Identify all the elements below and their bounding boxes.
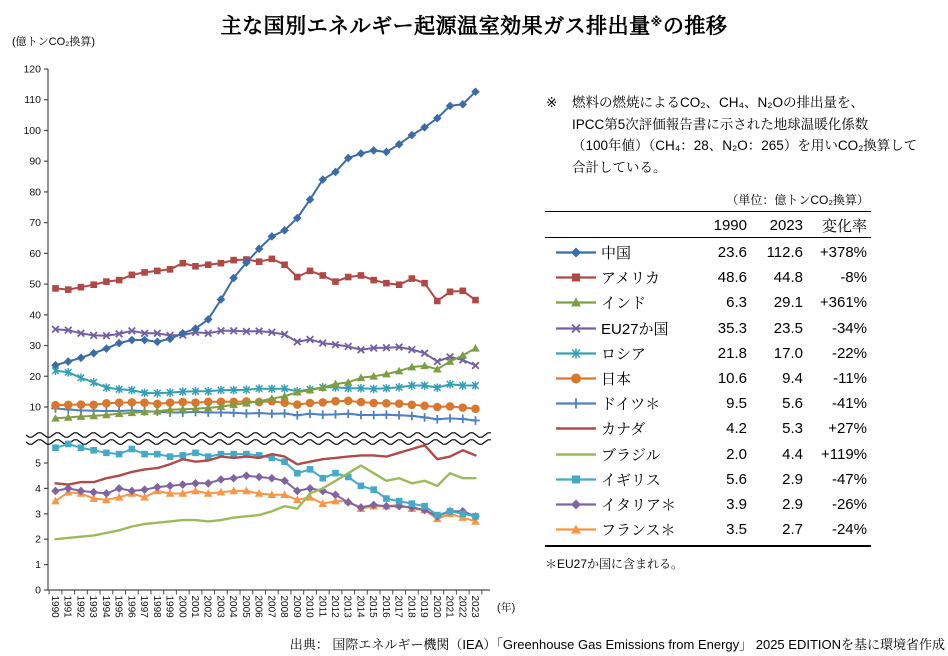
table-row bbox=[545, 416, 871, 441]
country-name: カナダ bbox=[601, 421, 646, 439]
source-attribution: 出典： 国際エネルギー機関（IEA）「Greenhouse Gas Emissions from Energy」 2025 EDITIONを基に環境省作成 bbox=[289, 637, 945, 652]
svg-text:0: 0 bbox=[35, 584, 41, 597]
legend-marker-usa bbox=[545, 270, 601, 285]
x-tick-label: 2021 bbox=[443, 595, 455, 618]
value-1990: 9.5 bbox=[726, 395, 747, 413]
legend-marker-japan bbox=[545, 371, 601, 386]
change-rate: -8% bbox=[840, 269, 867, 287]
legend-marker-france bbox=[545, 522, 601, 537]
country-name: フランス＊ bbox=[601, 522, 676, 540]
x-tick-label: 2004 bbox=[227, 595, 239, 618]
value-1990: 23.6 bbox=[717, 244, 747, 262]
table-row bbox=[545, 290, 871, 315]
x-tick-label: 2019 bbox=[418, 595, 430, 618]
svg-text:5: 5 bbox=[35, 457, 41, 470]
country-name: EU27か国 bbox=[601, 320, 669, 338]
country-name: イタリア＊ bbox=[601, 496, 677, 514]
country-name: 中国 bbox=[601, 245, 632, 263]
emissions-line-chart bbox=[0, 44, 535, 648]
value-1990: 4.2 bbox=[726, 420, 747, 438]
x-tick-label: 2023 bbox=[469, 595, 480, 618]
value-2023: 23.5 bbox=[773, 319, 803, 337]
title-main: 主な国別エネルギー起源温室効果ガス排出量 bbox=[220, 15, 651, 38]
column-header-change: 変化率 bbox=[821, 218, 867, 235]
value-1990: 3.5 bbox=[726, 521, 747, 539]
x-axis-unit-label: (年) bbox=[497, 602, 516, 614]
series-russia bbox=[52, 366, 479, 397]
svg-text:70: 70 bbox=[29, 217, 41, 230]
x-tick-label: 1999 bbox=[163, 595, 175, 618]
series-china bbox=[51, 87, 480, 369]
table-unit-label: （単位：億トンCO₂換算） bbox=[545, 191, 871, 212]
svg-text:3: 3 bbox=[35, 508, 41, 521]
x-tick-label: 2005 bbox=[239, 595, 251, 618]
table-row bbox=[545, 467, 871, 492]
value-1990: 48.6 bbox=[717, 269, 747, 287]
x-tick-label: 2018 bbox=[405, 595, 417, 618]
legend-marker-italy bbox=[545, 497, 601, 512]
svg-text:4: 4 bbox=[35, 482, 41, 495]
svg-text:90: 90 bbox=[29, 155, 41, 168]
svg-text:40: 40 bbox=[29, 309, 41, 322]
value-2023: 2.7 bbox=[782, 521, 803, 539]
value-2023: 29.1 bbox=[773, 294, 803, 312]
table-row bbox=[545, 492, 871, 517]
value-1990: 3.9 bbox=[726, 495, 747, 513]
country-name: イギリス bbox=[601, 471, 661, 489]
x-tick-label: 2012 bbox=[329, 595, 340, 618]
legend-marker-uk bbox=[545, 472, 601, 487]
value-1990: 35.3 bbox=[717, 319, 747, 337]
change-rate: -11% bbox=[833, 370, 867, 388]
value-2023: 2.9 bbox=[782, 495, 803, 513]
table-row bbox=[545, 341, 871, 366]
table-row bbox=[545, 442, 871, 467]
note-reference-mark: ※ bbox=[546, 95, 558, 110]
x-tick-label: 1990 bbox=[49, 595, 60, 618]
y-axis-unit-label: (億トンCO₂換算) bbox=[12, 36, 96, 48]
x-tick-label: 2017 bbox=[392, 595, 404, 618]
title-note-mark: ※ bbox=[650, 15, 663, 29]
emissions-table bbox=[545, 191, 871, 572]
change-rate: -24% bbox=[831, 521, 867, 539]
table-row bbox=[545, 391, 871, 416]
svg-text:50: 50 bbox=[29, 278, 41, 291]
change-rate: -22% bbox=[831, 344, 867, 362]
x-tick-label: 2014 bbox=[354, 595, 366, 618]
x-tick-label: 2010 bbox=[303, 595, 315, 618]
x-tick-label: 2011 bbox=[316, 595, 328, 618]
legend-marker-germany bbox=[545, 396, 601, 411]
x-tick-label: 1992 bbox=[74, 595, 86, 618]
value-1990: 5.6 bbox=[726, 470, 747, 488]
page-title bbox=[0, 10, 948, 40]
series-eu27 bbox=[52, 326, 479, 369]
x-tick-label: 1998 bbox=[150, 595, 162, 618]
value-2023: 2.9 bbox=[782, 470, 803, 488]
x-tick-label: 2006 bbox=[252, 595, 264, 618]
country-name: ドイツ＊ bbox=[601, 396, 661, 414]
x-axis-year-labels bbox=[49, 596, 480, 619]
x-tick-label: 2007 bbox=[265, 595, 277, 618]
note-text: 燃料の燃焼によるCO₂、CH₄、N₂Oの排出量を、 IPCC第5次評価報告書に示された地球温暖化係数 （100年値）（CH₄：28、N₂O：265）を用いCO₂換算して 合計している。 bbox=[572, 95, 918, 175]
svg-text:110: 110 bbox=[24, 94, 41, 107]
table-row bbox=[545, 316, 871, 341]
table-row bbox=[545, 265, 871, 290]
change-rate: +27% bbox=[828, 420, 867, 438]
value-2023: 5.6 bbox=[782, 395, 803, 413]
value-1990: 2.0 bbox=[726, 445, 747, 463]
legend-marker-canada bbox=[545, 421, 601, 436]
svg-text:2: 2 bbox=[35, 533, 41, 546]
table-row bbox=[545, 366, 871, 391]
x-tick-label: 1996 bbox=[125, 595, 137, 618]
value-1990: 21.8 bbox=[717, 344, 747, 362]
country-name: インド bbox=[601, 295, 647, 313]
value-2023: 4.4 bbox=[782, 445, 803, 463]
axis-break-wave bbox=[26, 433, 491, 437]
svg-text:1: 1 bbox=[35, 559, 41, 572]
value-2023: 112.6 bbox=[766, 244, 803, 262]
legend-marker-eu27 bbox=[545, 321, 601, 336]
table-row bbox=[545, 517, 871, 542]
x-tick-label: 2020 bbox=[430, 595, 442, 618]
series-usa bbox=[52, 256, 479, 305]
country-name: ブラジル bbox=[601, 446, 661, 464]
x-tick-label: 2013 bbox=[341, 595, 353, 618]
value-2023: 5.3 bbox=[782, 420, 803, 438]
country-name: ロシア bbox=[601, 345, 647, 363]
x-tick-label: 1995 bbox=[112, 595, 124, 618]
x-tick-label: 1993 bbox=[87, 595, 99, 618]
change-rate: +119% bbox=[820, 445, 867, 463]
x-tick-label: 2002 bbox=[201, 595, 213, 618]
x-tick-label: 2022 bbox=[456, 595, 468, 618]
change-rate: +361% bbox=[819, 294, 867, 312]
value-2023: 44.8 bbox=[773, 269, 803, 287]
legend-marker-brazil bbox=[545, 447, 601, 462]
x-tick-label: 1994 bbox=[99, 595, 111, 618]
table-footnote: ＊EU27か国に含まれる。 bbox=[545, 557, 684, 572]
change-rate: +378% bbox=[819, 244, 867, 262]
change-rate: -34% bbox=[831, 319, 867, 337]
svg-text:100: 100 bbox=[23, 124, 41, 137]
x-tick-label: 2003 bbox=[214, 595, 226, 618]
svg-text:60: 60 bbox=[29, 247, 41, 260]
column-header-1990: 1990 bbox=[713, 217, 747, 234]
x-tick-label: 1991 bbox=[61, 595, 73, 618]
country-name: アメリカ bbox=[601, 270, 660, 288]
methodology-note bbox=[546, 92, 942, 178]
change-rate: -26% bbox=[831, 495, 867, 513]
svg-text:80: 80 bbox=[29, 186, 41, 199]
x-tick-label: 2016 bbox=[379, 595, 391, 618]
table-body bbox=[545, 238, 871, 547]
svg-text:10: 10 bbox=[29, 401, 41, 414]
change-rate: -41% bbox=[831, 395, 867, 413]
svg-text:120: 120 bbox=[23, 63, 41, 76]
svg-text:30: 30 bbox=[29, 340, 41, 353]
x-tick-label: 1997 bbox=[138, 595, 150, 618]
series-france bbox=[51, 487, 480, 525]
axis-break-wave bbox=[26, 440, 491, 444]
legend-marker-russia bbox=[545, 346, 601, 361]
value-2023: 17.0 bbox=[773, 344, 803, 362]
x-tick-label: 2000 bbox=[176, 595, 188, 618]
x-tick-label: 2001 bbox=[189, 595, 200, 618]
legend-marker-india bbox=[545, 295, 601, 310]
title-suffix: の推移 bbox=[662, 15, 728, 38]
change-rate: -47% bbox=[831, 470, 867, 488]
value-2023: 9.4 bbox=[782, 370, 803, 388]
country-name: 日本 bbox=[601, 371, 632, 389]
legend-marker-china bbox=[545, 245, 601, 260]
svg-text:20: 20 bbox=[29, 370, 41, 383]
column-header-2023: 2023 bbox=[769, 217, 803, 234]
table-row bbox=[545, 240, 871, 265]
x-tick-label: 2008 bbox=[278, 595, 290, 618]
value-1990: 10.6 bbox=[717, 370, 747, 388]
table-header-row bbox=[545, 212, 871, 238]
value-1990: 6.3 bbox=[726, 294, 747, 312]
x-tick-label: 2009 bbox=[290, 595, 302, 618]
x-tick-label: 2015 bbox=[367, 595, 379, 618]
